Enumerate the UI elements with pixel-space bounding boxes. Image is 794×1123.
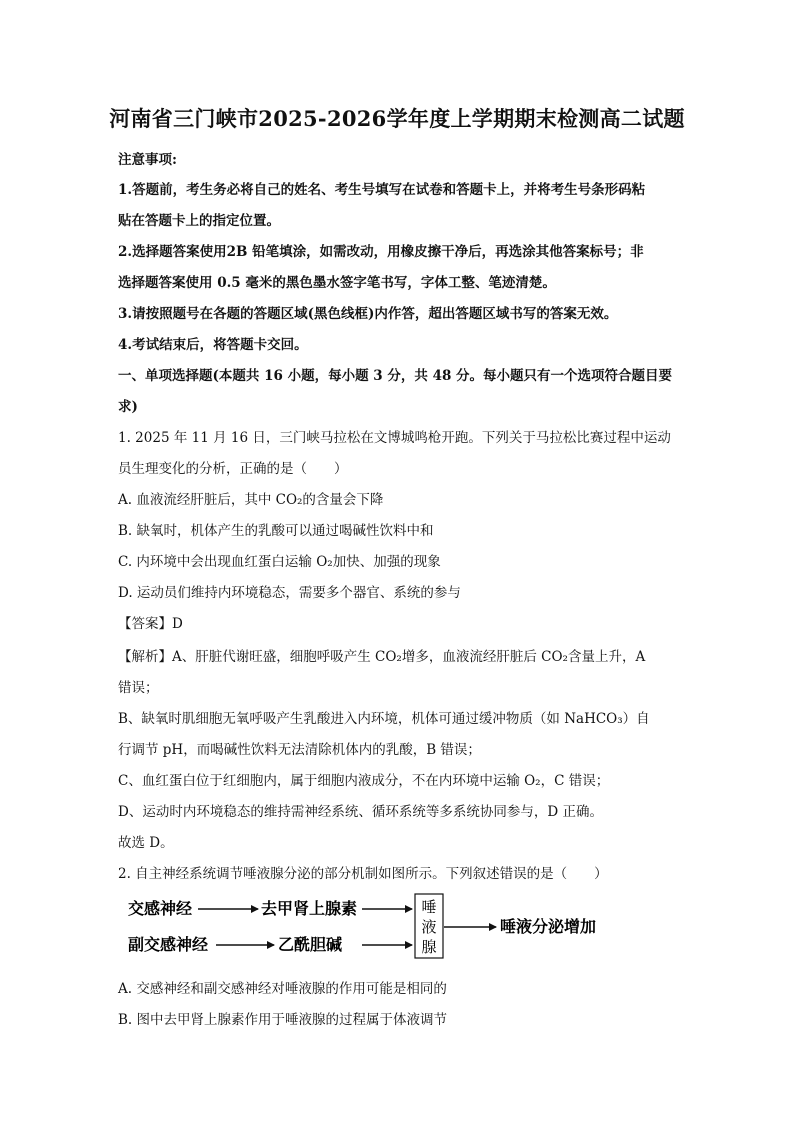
analysis-line: B、缺氧时肌细胞无氧呼吸产生乳酸进入内环境，机体可通过缓冲物质（如 NaHCO₃）自 (118, 711, 650, 727)
option-b: B. 图中去甲肾上腺素作用于唾液腺的过程属于体液调节 (118, 1012, 448, 1028)
exam-title: 河南省三门峡市2025-2026学年度上学期期末检测高二试题 (109, 106, 685, 131)
gland-label: 唾 (421, 898, 437, 916)
sympathetic-label: 交感神经 (128, 899, 193, 918)
analysis-line: C、血红蛋白位于红细胞内，属于细胞内液成分，不在内环境中运输 O₂，C 错误； (118, 773, 610, 789)
question-stem: 1. 2025 年 11 月 16 日，三门峡马拉松在文博城鸣枪开跑。下列关于马拉松比赛过程中运动 (118, 430, 671, 446)
option-b: B. 缺氧时，机体产生的乳酸可以通过喝碱性饮料中和 (118, 523, 434, 539)
option-a: A. 交感神经和副交感神经对唾液腺的作用可能是相同的 (118, 981, 447, 997)
analysis-line: 故选 D。 (118, 835, 174, 851)
analysis-line: D、运动时内环境稳态的维持需神经系统、循环系统等多系统协同参与，D 正确。 (118, 804, 603, 820)
answer: 【答案】D (118, 616, 183, 632)
analysis-line: 【解析】A、肝脏代谢旺盛，细胞呼吸产生 CO₂增多，血液流经肝脏后 CO₂含量上升，A (118, 649, 646, 665)
notice-line: 选择题答案使用 0.5 毫米的黑色墨水签字笔书写，字体工整、笔迹清楚。 (118, 275, 556, 291)
notice-heading: 注意事项: (118, 152, 177, 168)
analysis-line: 错误； (118, 680, 159, 696)
notice-line: 4.考试结束后，将答题卡交回。 (118, 337, 308, 353)
notice-line: 贴在答题卡上的指定位置。 (118, 213, 280, 229)
acetylcholine-label: 乙酰胆碱 (278, 935, 343, 954)
gland-label: 腺 (421, 938, 437, 956)
question-stem: 2. 自主神经系统调节唾液腺分泌的部分机制如图所示。下列叙述错误的是（ ） (118, 866, 608, 882)
section-heading: 求) (118, 399, 138, 415)
parasympathetic-label: 副交感神经 (128, 935, 209, 954)
gland-label: 液 (421, 918, 437, 936)
result-label: 唾液分泌增加 (500, 917, 597, 936)
notice-line: 2.选择题答案使用2B 铅笔填涂，如需改动，用橡皮擦干净后，再选涂其他答案标号；非 (118, 244, 644, 260)
option-d: D. 运动员们维持内环境稳态，需要多个器官、系统的参与 (118, 585, 461, 601)
analysis-line: 行调节 pH，而喝碱性饮料无法清除机体内的乳酸，B 错误； (118, 742, 481, 758)
notice-line: 3.请按照题号在各题的答题区域(黑色线框)内作答，超出答题区域书写的答案无效。 (118, 306, 618, 322)
norepinephrine-label: 去甲肾上腺素 (261, 899, 358, 918)
option-c: C. 内环境中会出现血红蛋白运输 O₂加快、加强的现象 (118, 554, 441, 570)
section-heading: 一、单项选择题(本题共 16 小题，每小题 3 分，共 48 分。每小题只有一个选项符合题目要 (118, 368, 673, 384)
option-a: A. 血液流经肝脏后，其中 CO₂的含量会下降 (118, 492, 384, 508)
salivary-regulation-diagram (118, 890, 638, 962)
question-stem: 员生理变化的分析，正确的是（ ） (118, 461, 348, 477)
notice-line: 1.答题前，考生务必将自己的姓名、考生号填写在试卷和答题卡上，并将考生号条形码粘 (118, 182, 646, 198)
